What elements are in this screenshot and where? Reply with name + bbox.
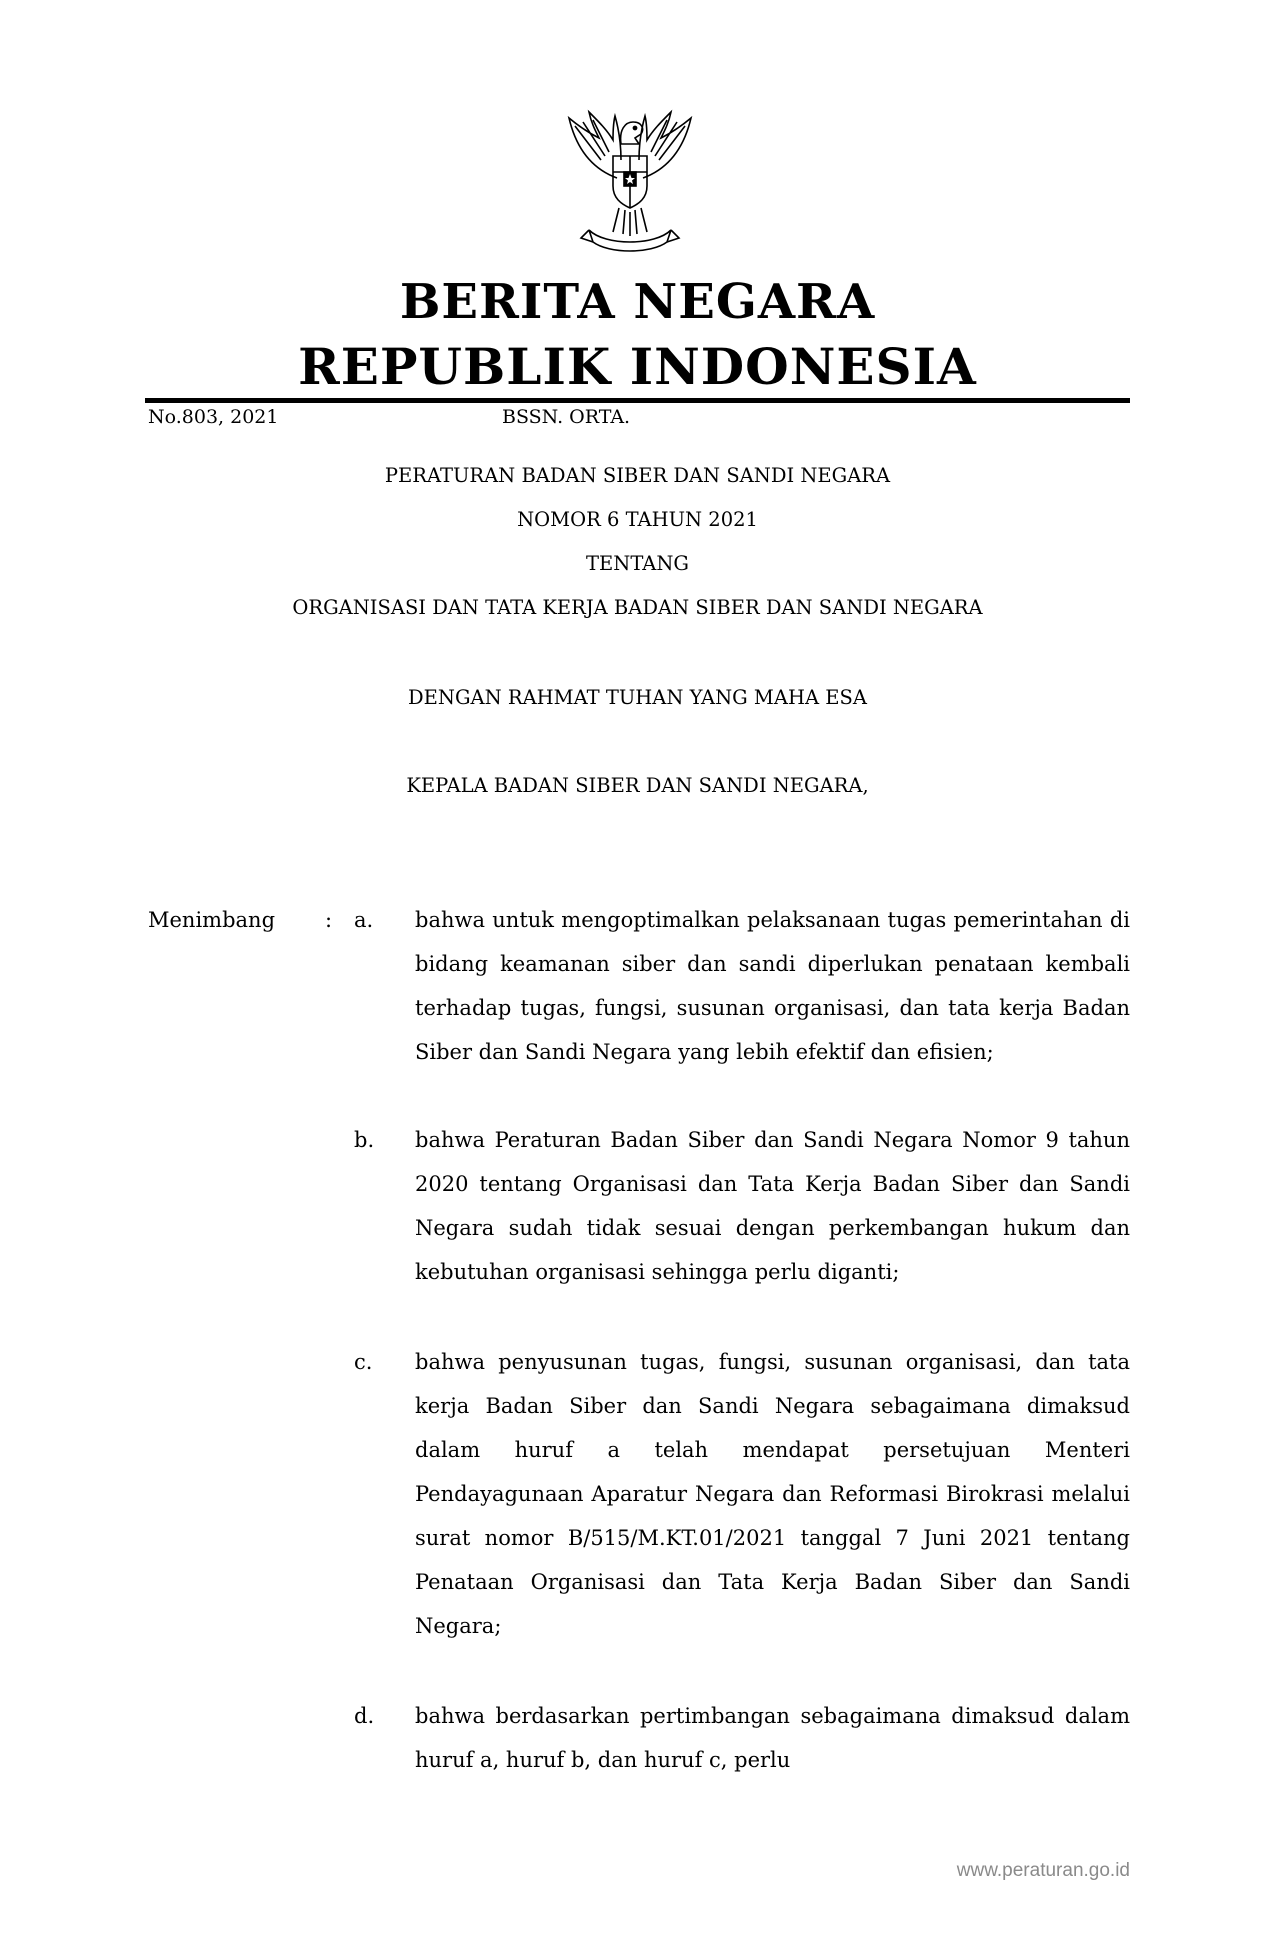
masthead-title: BERITA NEGARA [399,274,876,330]
considering-colon: : [325,908,333,932]
item-text: bahwa berdasarkan pertimbangan sebagaimana dimaksud dalam huruf a, huruf b, dan huruf c, perlu [415,1704,1130,1772]
item-text: bahwa untuk mengoptimalkan pelaksanaan tugas pemerintahan di bidang keamanan siber dan sandi diperlukan penataan kembali terhadap tugas, fungsi, susunan organisasi, dan tata kerja Badan Siber dan Sandi Negara yang lebih efektif dan efisien; [415,908,1130,1064]
item-letter: c. [354,1350,373,1374]
authority-line: KEPALA BADAN SIBER DAN SANDI NEGARA, [406,774,869,797]
item-text: bahwa Peraturan Badan Siber dan Sandi Negara Nomor 9 tahun 2020 tentang Organisasi dan Tata Kerja Badan Siber dan Sandi Negara sudah tidak sesuai dengan perkembangan hukum dan kebutuhan organisasi sehingga perlu diganti; [415,1128,1130,1284]
footer-url: www.peraturan.go.id [956,1860,1130,1881]
item-letter: b. [354,1128,375,1152]
gazette-code: BSSN. ORTA. [502,406,631,428]
header-divider [145,398,1130,403]
item-letter: a. [354,908,374,932]
blessing-line: DENGAN RAHMAT TUHAN YANG MAHA ESA [408,686,867,709]
regulation-title: PERATURAN BADAN SIBER DAN SANDI NEGARA [384,464,891,487]
item-text: bahwa penyusunan tugas, fungsi, susunan organisasi, dan tata kerja Badan Siber dan Sandi Negara sebagaimana dimaksud dalam huruf a telah mendapat persetujuan Menteri Pendayagunaan Aparatur Negara dan Reformasi Birokrasi melalui surat nomor B/515/M.KT.01/2021 tanggal 7 Juni 2021 tentang Penataan Organisasi dan Tata Kerja Badan Siber dan Sandi Negara; [415,1350,1130,1638]
regulation-number: NOMOR 6 TAHUN 2021 [517,508,758,531]
gazette-number: No.803, 2021 [148,406,279,428]
regulation-about: TENTANG [586,552,689,575]
considering-label: Menimbang [148,908,276,932]
regulation-subject: ORGANISASI DAN TATA KERJA BADAN SIBER DAN SANDI NEGARA [292,596,983,619]
masthead-subtitle: REPUBLIK INDONESIA [298,337,977,396]
garuda-emblem-icon [555,100,705,260]
item-letter: d. [354,1704,375,1728]
